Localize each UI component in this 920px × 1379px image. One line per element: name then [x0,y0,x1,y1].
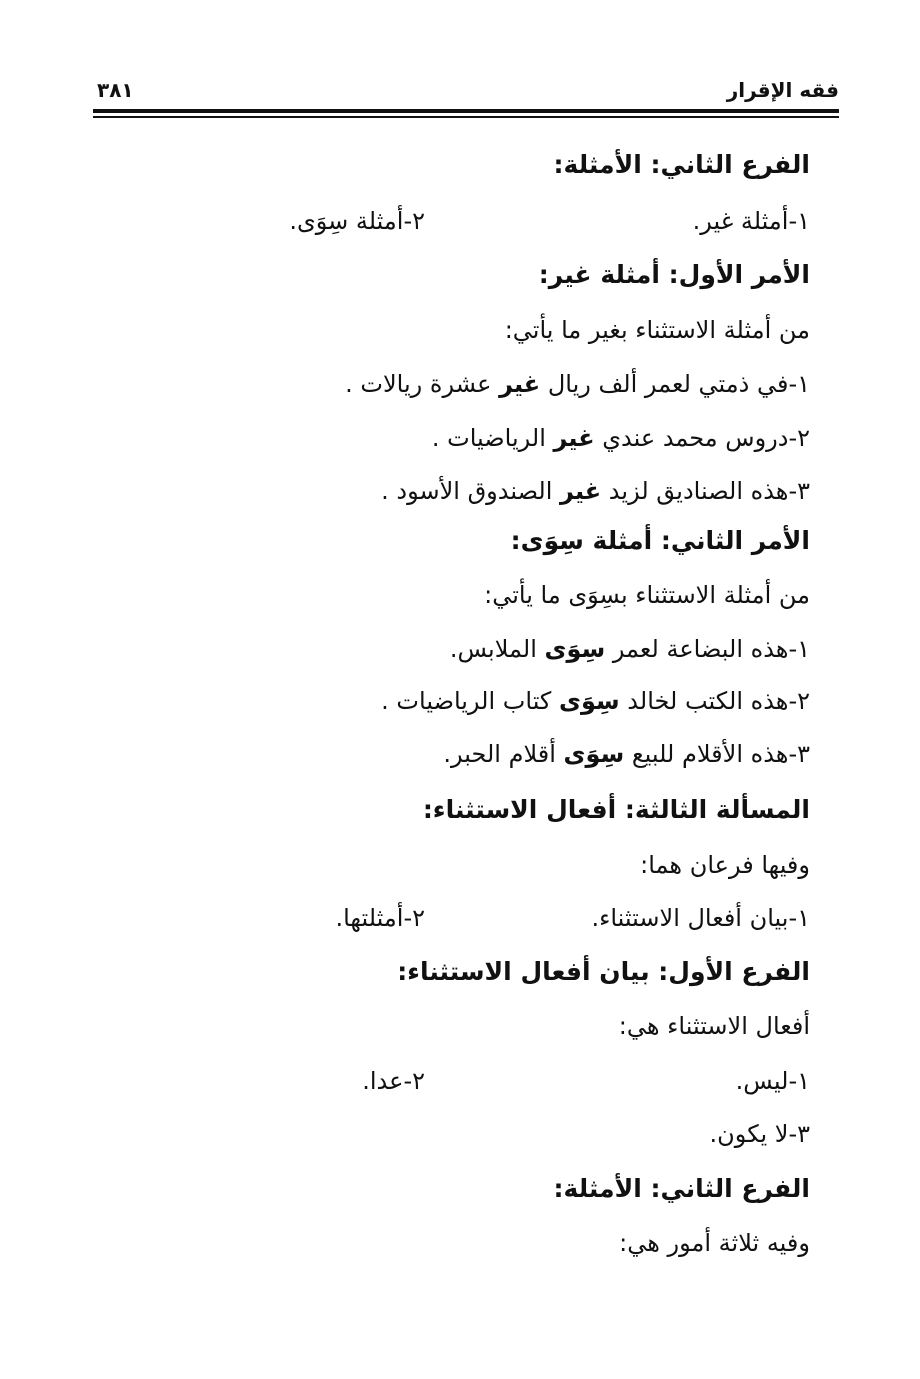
keyword-ghayr: غير [560,477,602,505]
example-line: ١-هذه البضاعة لعمر سِوَى الملابس. [449,635,810,663]
list-item-ghayr-examples: ١-أمثلة غير. [692,207,810,235]
running-title: فقه الإقرار [726,78,839,102]
example-line: ١-في ذمتي لعمر ألف ريال غير عشرة ريالات . [345,370,810,398]
paragraph-ghayr-intro: من أمثلة الاستثناء بغير ما يأتي: [504,316,810,344]
keyword-siwa: سِوَى [563,740,625,768]
page-header [93,78,839,108]
header-rule-thin [93,116,839,118]
subsection-heading-verbs-statement: الفرع الأول: بيان أفعال الاستثناء: [397,957,810,986]
keyword-siwa: سِوَى [544,635,606,663]
list-item-ada: ٢-عدا. [362,1067,425,1095]
list-item-verbs-statement: ١-بيان أفعال الاستثناء. [591,904,810,932]
keyword-ghayr: غير [499,370,541,398]
section-heading-examples: الفرع الثاني: الأمثلة: [553,150,810,179]
keyword-ghayr: غير [553,424,595,452]
subsection-heading-ghayr: الأمر الأول: أمثلة غير: [538,260,810,289]
list-item-siwa-examples: ٢-أمثلة سِوَى. [289,207,425,235]
page-number: ٣٨١ [97,78,134,102]
section-heading-exception-verbs: المسألة الثالثة: أفعال الاستثناء: [422,795,810,824]
header-rule-thick [93,109,839,113]
subsection-heading-examples: الفرع الثاني: الأمثلة: [553,1174,810,1203]
subsection-heading-siwa: الأمر الثاني: أمثلة سِوَى: [510,526,810,555]
keyword-siwa: سِوَى [559,687,620,715]
paragraph-three-matters: وفيه ثلاثة أمور هي: [619,1229,810,1257]
example-line: ٢-هذه الكتب لخالد سِوَى كتاب الرياضيات . [381,687,810,715]
example-line: ٢-دروس محمد عندي غير الرياضيات . [431,424,810,452]
list-item-verbs-examples: ٢-أمثلتها. [335,904,425,932]
example-line: ٣-هذه الصناديق لزيد غير الصندوق الأسود . [381,477,810,505]
paragraph-siwa-intro: من أمثلة الاستثناء بسِوَى ما يأتي: [484,581,810,609]
list-item-laysa: ١-ليس. [735,1067,810,1095]
example-line: ٣-هذه الأقلام للبيع سِوَى أقلام الحبر. [443,740,810,768]
list-item-la-yakun: ٣-لا يكون. [709,1120,810,1148]
paragraph-verbs-list-intro: أفعال الاستثناء هي: [618,1012,810,1040]
paragraph-two-branches: وفيها فرعان هما: [640,851,810,879]
